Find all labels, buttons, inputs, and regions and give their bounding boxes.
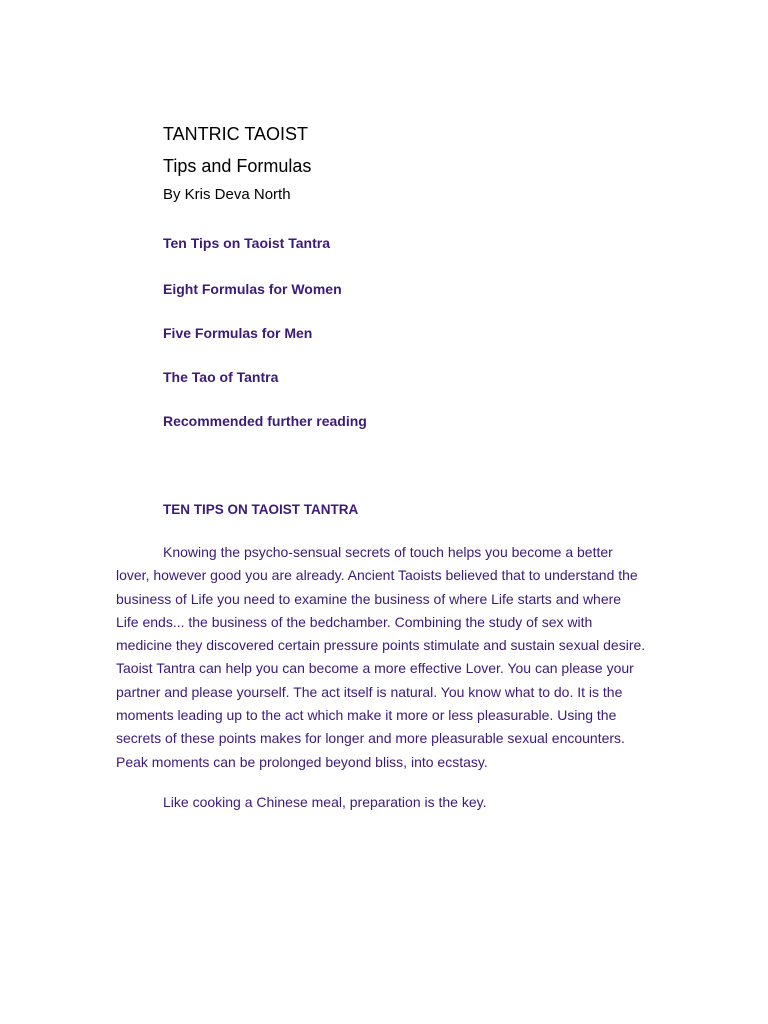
document-author: By Kris Deva North — [163, 186, 291, 203]
section-heading: TEN TIPS ON TAOIST TANTRA — [163, 502, 359, 517]
body-paragraph: Like cooking a Chinese meal, preparation is the key. — [163, 794, 487, 810]
toc-item-tao-of-tantra[interactable]: The Tao of Tantra — [163, 369, 279, 385]
toc-item-recommended-reading[interactable]: Recommended further reading — [163, 413, 367, 429]
document-subtitle: Tips and Formulas — [163, 156, 312, 176]
toc-item-eight-formulas-women[interactable]: Eight Formulas for Women — [163, 281, 342, 297]
toc-item-ten-tips[interactable]: Ten Tips on Taoist Tantra — [163, 235, 330, 251]
document-title: TANTRIC TAOIST — [163, 124, 309, 144]
body-paragraph: Knowing the psycho-sensual secrets of touch helps you become a better lover, however good you are already. Ancient Taoists believed that to understand the business of Life you need to examine the business of where Life starts and where Life ends... the business of the bedchamber. Combining the study of sex with medicine they discovered certain pressure points stimulate and sustain sexual desire. Taoist Tantra can help you can become a more effective Lover. You can please your partner and please yourself. The act itself is natural. You know what to do. It is the moments leading up to the act which make it more or less pleasurable. Using the secrets of these points makes for longer and more pleasurable sexual encounters. Peak moments can be prolonged beyond bliss, into ecstasy. — [116, 544, 646, 770]
table-of-contents — [163, 235, 367, 457]
toc-item-five-formulas-men[interactable]: Five Formulas for Men — [163, 325, 313, 341]
